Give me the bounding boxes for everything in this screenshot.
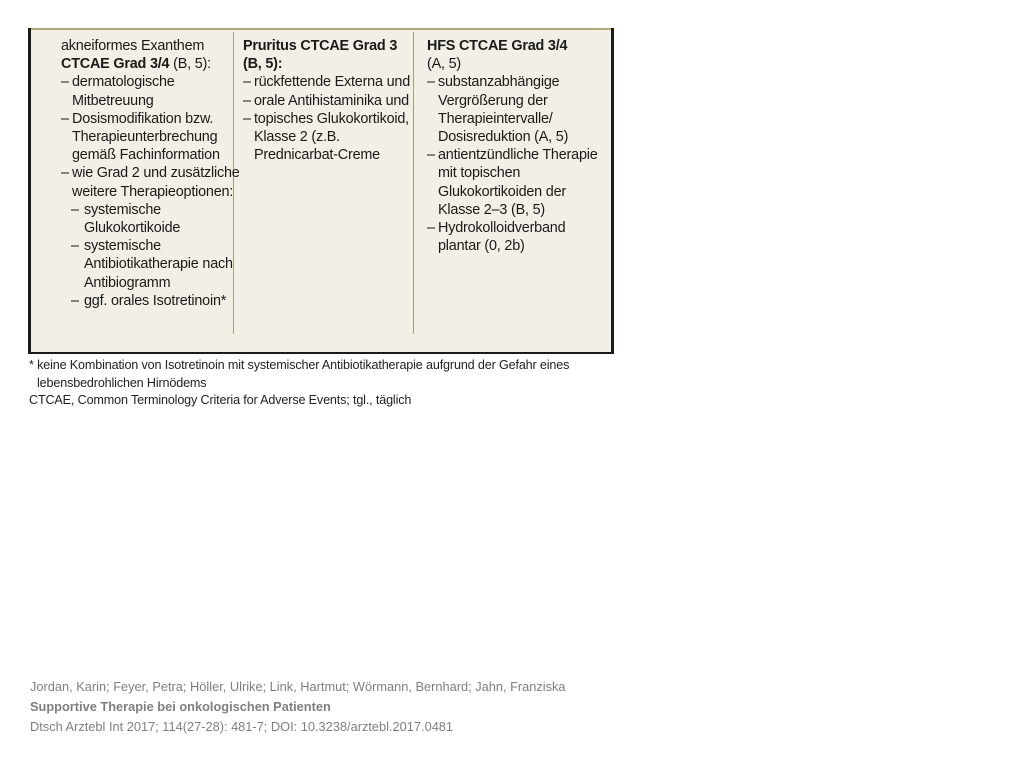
list-item: – dermatologische Mitbetreuung — [61, 73, 241, 109]
therapy-table — [28, 28, 614, 354]
list-item: – topisches Glukokortikoid, Klasse 2 (z.B. Prednicarbat-Creme — [243, 110, 415, 165]
source-citation — [30, 677, 566, 737]
citation-authors: Jordan, Karin; Feyer, Petra; Höller, Ulrike; Link, Hartmut; Wörmann, Bernhard; Jahn, Franziska — [30, 679, 566, 694]
column-heading: Pruritus CTCAE Grad 3 (B, 5): — [243, 38, 398, 73]
heading-evidence: (B, 5): — [169, 56, 211, 73]
sub-list-item: – ggf. orales Isotretinoin* — [61, 292, 241, 310]
table-top-rule — [31, 28, 611, 30]
footnote-star-continued: lebensbedrohlichen Hirnödems — [37, 375, 207, 390]
column-heading-evidence: (A, 5) — [427, 56, 461, 73]
column-pruritus — [243, 37, 415, 164]
table-footnotes — [29, 357, 619, 410]
list-item: – orale Antihistaminika und — [243, 92, 415, 110]
column-heading: HFS CTCAE Grad 3/4 — [427, 38, 568, 54]
sub-list-item: – systemische Glukokortikoide — [61, 201, 241, 237]
footnote-abbreviations: CTCAE, Common Terminology Criteria for Adverse Events; tgl., täglich — [29, 393, 412, 407]
column-hfs — [427, 37, 607, 255]
list-item: – Hydrokolloidverband plantar (0, 2b) — [427, 219, 607, 255]
list-item: – wie Grad 2 und zusätzliche weitere Therapieoptionen: — [61, 164, 241, 200]
list-item: – antientzündliche Therapie mit topischen Glukokortikoiden der Klasse 2–3 (B, 5) — [427, 146, 607, 219]
list-item: – substanzabhängige Vergrößerung der Therapieintervalle/ Dosisreduktion (A, 5) — [427, 73, 607, 146]
footnote-star: * keine Kombination von Isotretinoin mit systemischer Antibiotikatherapie aufgrund der Gefahr eines — [29, 358, 570, 372]
list-item: – Dosismodifikation bzw. Therapieunterbrechung gemäß Fachinformation — [61, 110, 241, 165]
column-heading-grade — [61, 55, 241, 73]
citation-title: Supportive Therapie bei onkologischen Patienten — [30, 699, 331, 714]
list-item: – rückfettende Externa und — [243, 73, 415, 91]
column-akneiformes-exanthem — [61, 37, 241, 310]
heading-grade: CTCAE Grad 3/4 — [61, 56, 170, 73]
column-heading: akneiformes Exanthem — [61, 38, 205, 54]
sub-list-item: – systemische Antibiotikatherapie nach Antibiogramm — [61, 237, 241, 292]
citation-journal: Dtsch Arztebl Int 2017; 114(27-28): 481-7; DOI: 10.3238/arztebl.2017.0481 — [30, 719, 454, 734]
